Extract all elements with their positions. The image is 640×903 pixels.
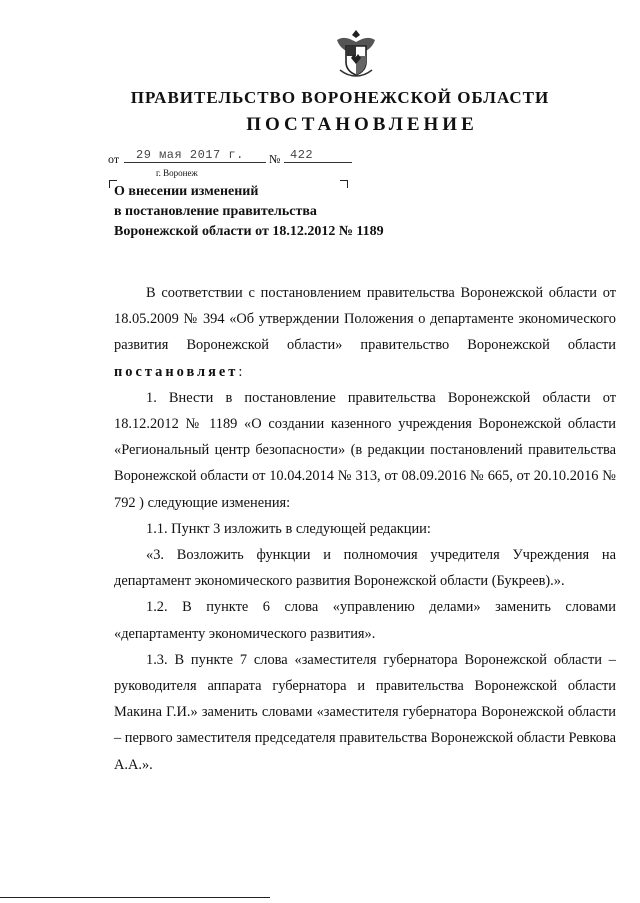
document-type: ПОСТАНОВЛЕНИЕ bbox=[246, 114, 478, 135]
preamble-text: В соответствии с постановлением правительства Воронежской области от 18.05.2009 № 394 «Об утверждении Положения о департаменте экономического развития Воронежской области» правительство Воронежской области bbox=[114, 285, 616, 354]
subject-line: О внесении изменений bbox=[114, 184, 259, 199]
number-underline bbox=[284, 162, 352, 163]
preamble-end: : bbox=[238, 363, 243, 380]
paragraph-1-1-quote: «3. Возложить функции и полномочия учредителя Учреждения на департамент экономического развития Воронежской области (Букреев).». bbox=[114, 547, 616, 590]
paragraph-1-1: 1.1. Пункт 3 изложить в следующей редакции: bbox=[146, 520, 431, 537]
organization-name: ПРАВИТЕЛЬСТВО ВОРОНЕЖСКОЙ ОБЛАСТИ bbox=[130, 88, 550, 107]
dateline bbox=[108, 149, 368, 169]
document-subject bbox=[114, 182, 384, 242]
city-label: г. Воронеж bbox=[156, 168, 198, 178]
paragraph-1: 1. Внести в постановление правительства Воронежской области от 18.12.2012 № 1189 «О создании казенного учреждения Воронежской области «Региональный центр безопасности» (в редакции постановлений правительства Воронежской области от 10.04.2014 № 313, от 08.09.2016 № 665, от 20.10.2016 № 792 ) следующие изменения: bbox=[114, 389, 616, 511]
number-label: № bbox=[269, 152, 281, 166]
subject-line: в постановление правительства bbox=[114, 204, 317, 219]
preamble-paragraph bbox=[114, 280, 616, 385]
coat-of-arms-icon bbox=[331, 28, 381, 80]
date-underline bbox=[124, 162, 266, 163]
document-number: 422 bbox=[290, 148, 314, 162]
date-from-label: от bbox=[108, 152, 120, 166]
paragraph-1-3: 1.3. В пункте 7 слова «заместителя губернатора Воронежской области – руководителя аппарата губернатора и правительства Воронежской области Макина Г.И.» заменить словами «заместителя губернатора Воронежской области – первого заместителя председателя правительства Воронежской области Ревкова А.А.». bbox=[114, 651, 616, 773]
paragraph-1-2: 1.2. В пункте 6 слова «управлению делами» заменить словами «департаменту экономического развития». bbox=[114, 599, 616, 642]
document-date: 29 мая 2017 г. bbox=[136, 148, 244, 162]
subject-line: Воронежской области от 18.12.2012 № 1189 bbox=[114, 224, 384, 239]
document-body bbox=[114, 280, 616, 778]
decree-word: постановляет bbox=[114, 363, 239, 380]
footer-rule bbox=[0, 897, 270, 898]
